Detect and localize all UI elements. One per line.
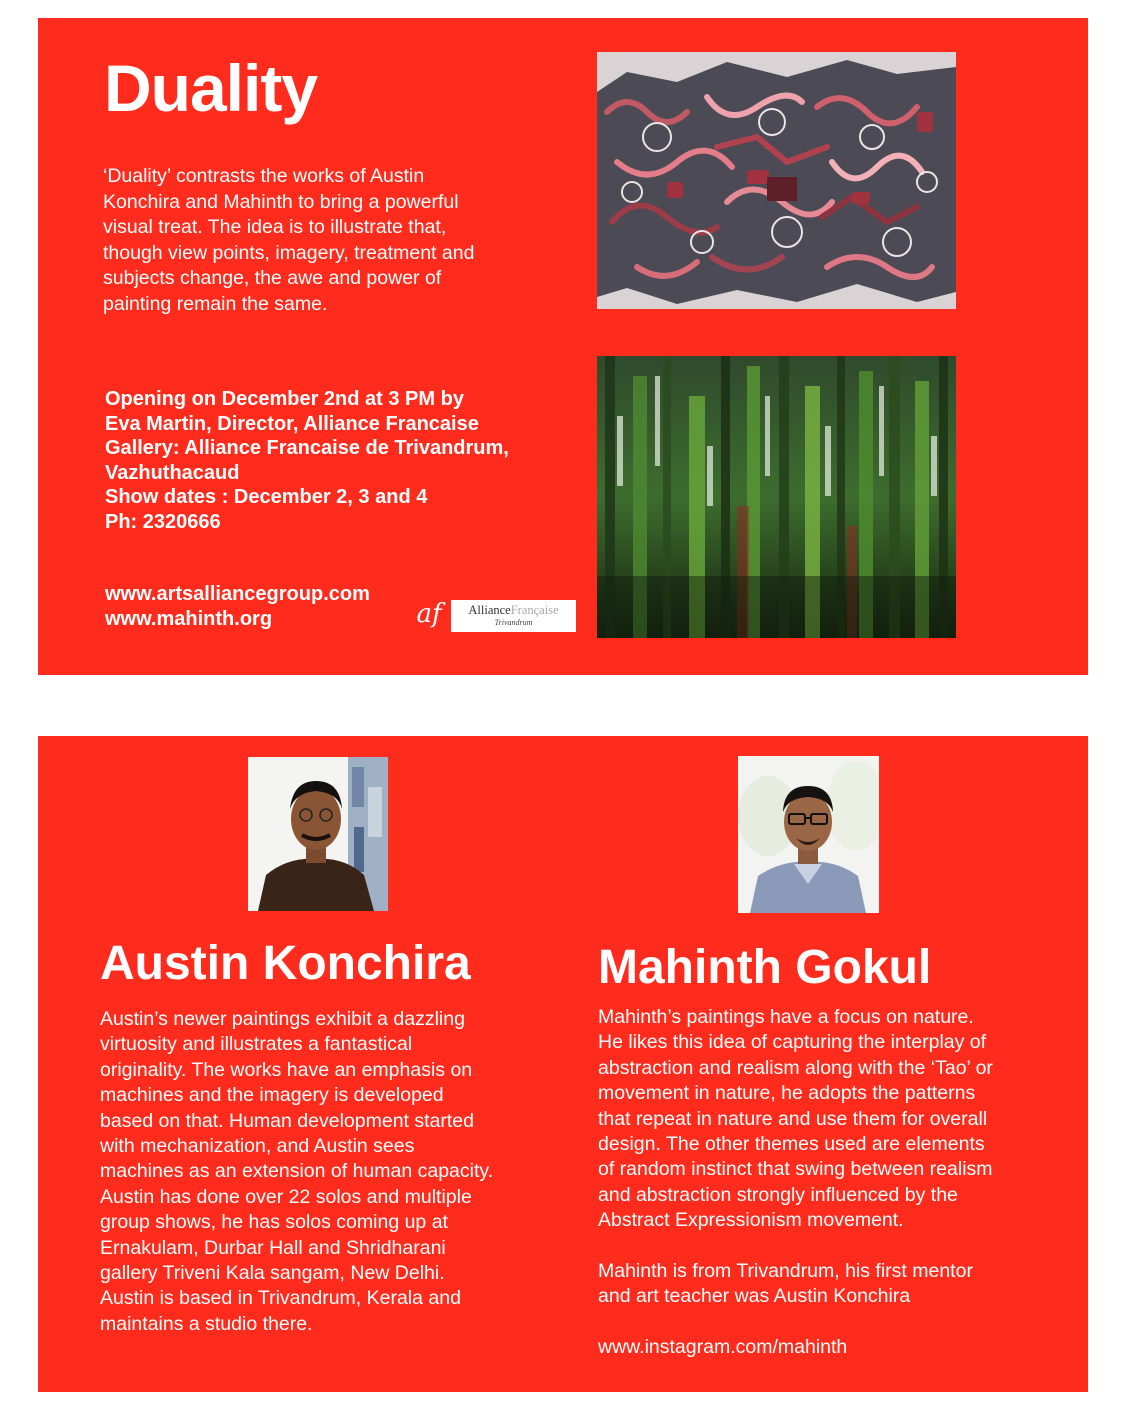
exhibition-title: Duality [104,51,318,125]
bio-line: Mahinth’s paintings have a focus on nature. [598,1006,974,1028]
bio-line: of random instinct that swing between realism [598,1158,993,1181]
event-phone: Ph: 2320666 [105,510,221,533]
bio-line: originality. The works have an emphasis on [100,1058,473,1081]
bio-line: movement in nature, he adopts the patterns [598,1082,976,1105]
bio-line: Abstract Expressionism movement. [598,1209,904,1232]
bio-line: machines as an extension of human capacity. [100,1160,494,1183]
artist-name-mahinth: Mahinth Gokul [598,941,932,994]
bio-line: maintains a studio there. [100,1312,313,1335]
bio-line: Austin has done over 22 solos and multiple [100,1185,472,1208]
painting-machine-abstract [597,52,956,309]
instagram-link[interactable]: www.instagram.com/mahinth [598,1336,848,1359]
artist-bio-austin [100,1007,493,1337]
event-gallery: Gallery: Alliance Francaise de Trivandrum, [105,437,509,459]
bio-line: Austin’s newer paintings exhibit a dazzling [100,1008,465,1030]
event-location: Vazhuthacaud [105,461,240,484]
bio-line: machines and the imagery is developed [100,1084,444,1107]
bio-line: virtuosity and illustrates a fantastical [100,1033,413,1056]
website-links [105,582,370,631]
af-monogram: af [416,599,442,629]
artists-card [38,736,1088,1392]
bio-line: Ernakulam, Durbar Hall and Shridharani [100,1236,446,1259]
event-details [105,387,509,534]
paragraph-gap [598,1234,993,1259]
description-line: visual treat. The idea is to illustrate that, [103,216,447,238]
logo-city: Trivandrum [494,618,533,627]
artist-name-austin: Austin Konchira [100,937,471,990]
bio-line: based on that. Human development started [100,1109,474,1132]
event-show-dates: Show dates : December 2, 3 and 4 [105,486,428,508]
event-opening: Opening on December 2nd at 3 PM by [105,388,464,410]
alliance-francaise-logo [410,598,576,633]
bio-line: group shows, he has solos coming up at [100,1211,448,1234]
artist-bio-mahinth [598,1005,993,1361]
bio-line: Mahinth is from Trivandrum, his first mentor [598,1260,973,1283]
mahinth-portrait-photo [738,756,879,913]
logo-name-part2: Française [510,603,559,617]
description-line: Konchira and Mahinth to bring a powerful [103,190,459,213]
description-line: painting remain the same. [103,292,328,315]
bio-line: that repeat in nature and use them for overall [598,1107,988,1130]
description-line: though view points, imagery, treatment and [103,241,475,264]
bio-line: He likes this idea of capturing the interplay of [598,1031,987,1054]
bio-line: Austin is based in Trivandrum, Kerala and [100,1287,461,1310]
description-line: subjects change, the awe and power of [103,267,442,289]
painting-forest-abstract [597,356,956,638]
event-opening-by: Eva Martin, Director, Alliance Francaise [105,412,479,435]
bio-line: and art teacher was Austin Konchira [598,1285,911,1308]
website-link-mahinth[interactable]: www.mahinth.org [105,607,273,630]
description-line: ‘Duality’ contrasts the works of Austin [103,165,425,187]
bio-line: with mechanization, and Austin sees [100,1135,415,1158]
exhibition-card [38,18,1088,675]
bio-line: and abstraction strongly influenced by the [598,1183,958,1206]
website-link-artsalliance[interactable]: www.artsalliancegroup.com [105,583,370,605]
exhibition-description [103,164,543,317]
bio-line: abstraction and realism along with the ‘Tao’ or [598,1056,993,1079]
austin-portrait-photo [248,757,388,911]
bio-line: gallery Triveni Kala sangam, New Delhi. [100,1262,445,1285]
logo-name-part1: Alliance [468,603,511,617]
bio-line: design. The other themes used are elements [598,1133,985,1156]
paragraph-gap [598,1310,993,1335]
